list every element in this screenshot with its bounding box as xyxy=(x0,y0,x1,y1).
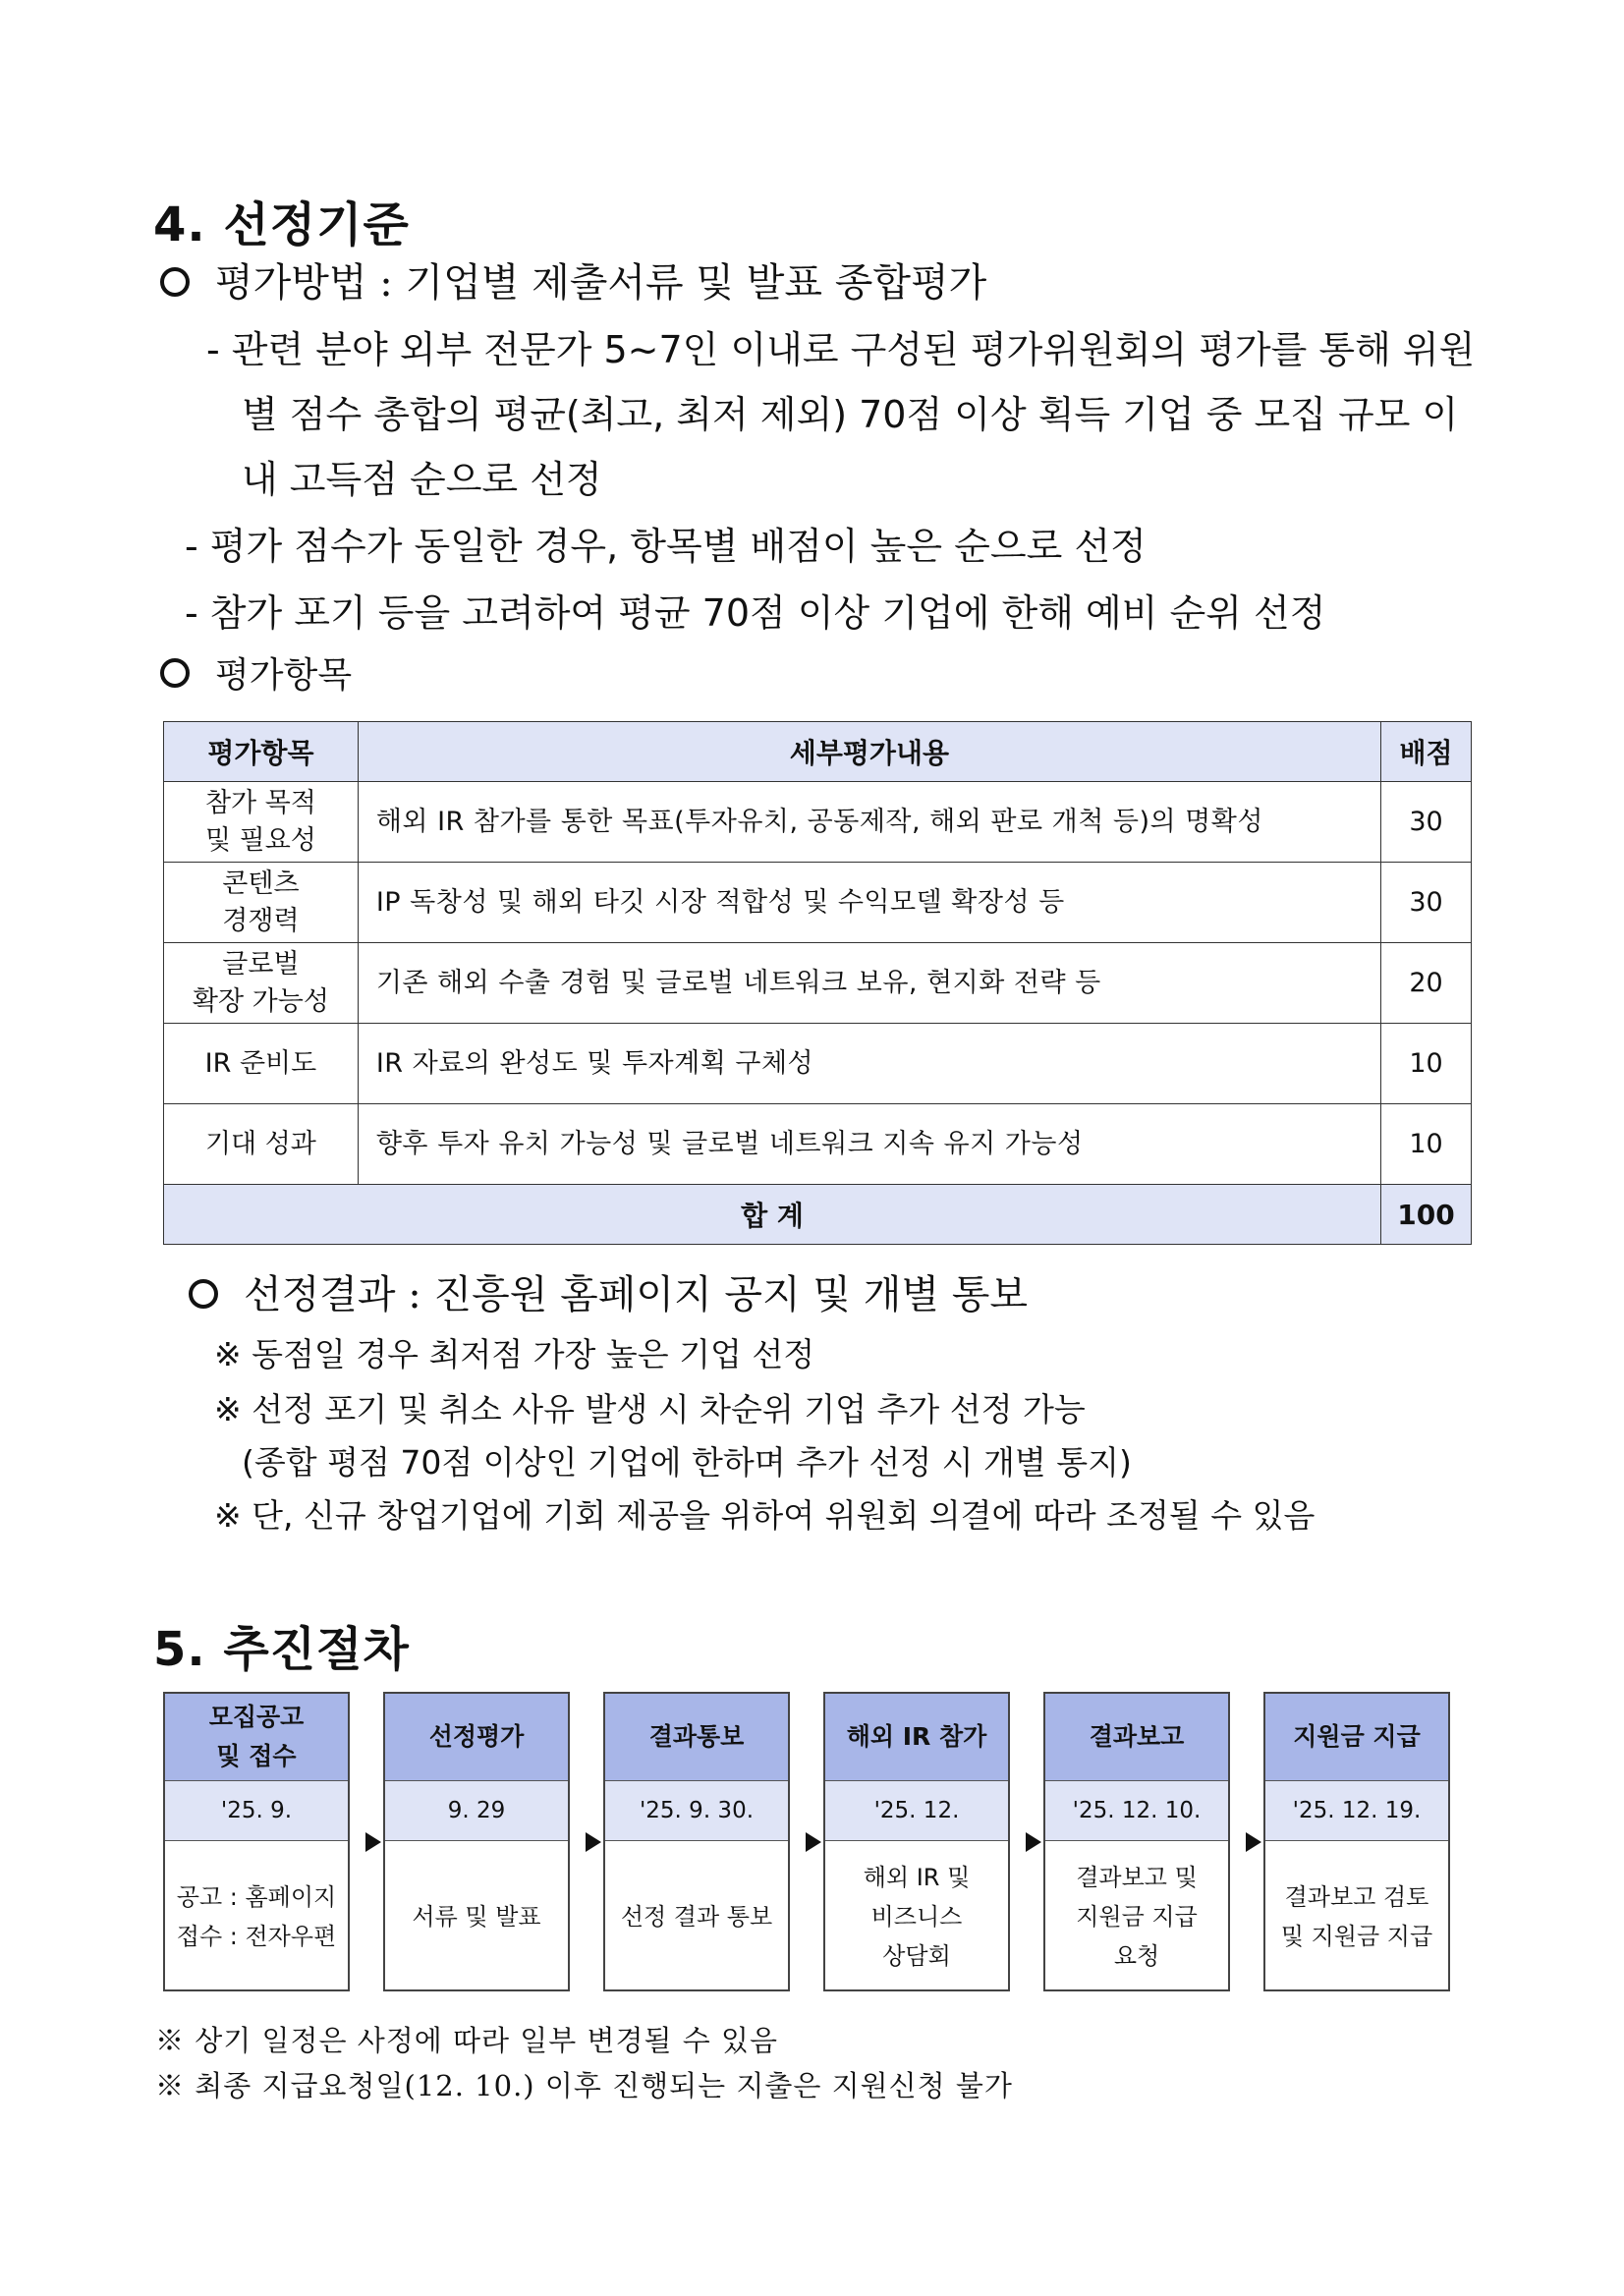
arrow-right-icon xyxy=(806,1832,821,1852)
arrow-right-icon xyxy=(1026,1832,1041,1852)
section5-title: 5. 추진절차 xyxy=(153,1622,410,1677)
process-step xyxy=(163,1692,350,1991)
circle-bullet-icon xyxy=(189,1279,218,1309)
step-date: 9. 29 xyxy=(385,1781,568,1841)
item-name: 참가 목적 및 필요성 xyxy=(164,782,359,863)
circle-bullet-icon xyxy=(160,267,190,297)
arrow-right-icon xyxy=(365,1832,381,1852)
items-heading-line xyxy=(160,648,352,703)
process-step xyxy=(823,1692,1010,1991)
process-step xyxy=(603,1692,790,1991)
step-name: 지원금 지급 xyxy=(1265,1694,1448,1781)
step-name: 결과통보 xyxy=(605,1694,788,1781)
step-desc: 서류 및 발표 xyxy=(412,1902,541,1931)
circle-bullet-icon xyxy=(160,658,190,688)
arrow-right-icon xyxy=(1246,1832,1261,1852)
item-detail: 향후 투자 유치 가능성 및 글로벌 네트워크 지속 유지 가능성 xyxy=(358,1104,1380,1185)
item-score: 10 xyxy=(1381,1024,1472,1104)
reserve-rule: - 참가 포기 등을 고려하여 평균 70점 이상 기업에 한해 예비 순위 선정 xyxy=(185,591,1326,635)
item-score: 20 xyxy=(1381,943,1472,1024)
step-desc: 결과보고 및 지원금 지급 요청 xyxy=(1076,1863,1198,1970)
item-name: 콘텐츠 경쟁력 xyxy=(164,863,359,943)
note-3: ※ 단, 신규 창업기업에 기회 제공을 위하여 위원회 의결에 따라 조정될 수 있음 xyxy=(214,1496,1316,1535)
footnote-1: ※ 상기 일정은 사정에 따라 일부 변경될 수 있음 xyxy=(155,2024,778,2057)
item-name: IR 준비도 xyxy=(164,1024,359,1104)
section4-title: 4. 선정기준 xyxy=(153,197,410,252)
header-detail: 세부평가내용 xyxy=(358,722,1380,782)
table-row xyxy=(164,1024,1472,1104)
header-item: 평가항목 xyxy=(164,722,359,782)
step-date: '25. 9. 30. xyxy=(605,1781,788,1841)
evaluation-table xyxy=(163,721,1472,1245)
note-2-sub: (종합 평점 70점 이상인 기업에 한하며 추가 선정 시 개별 통지) xyxy=(242,1443,1132,1482)
item-score: 10 xyxy=(1381,1104,1472,1185)
step-date: '25. 12. 10. xyxy=(1045,1781,1228,1841)
table-row xyxy=(164,782,1472,863)
evaluation-method-line xyxy=(160,255,986,310)
total-score: 100 xyxy=(1381,1185,1472,1245)
process-step xyxy=(383,1692,570,1991)
item-name: 글로벌 확장 가능성 xyxy=(164,943,359,1024)
item-score: 30 xyxy=(1381,863,1472,943)
method-detail-line-1: - 관련 분야 외부 전문가 5~7인 이내로 구성된 평가위원회의 평가를 통해 위원 xyxy=(206,328,1476,371)
step-desc: 공고 : 홈페이지 접수 : 전자우편 xyxy=(176,1882,337,1950)
note-2: ※ 선정 포기 및 취소 사유 발생 시 차순위 기업 추가 선정 가능 xyxy=(214,1390,1086,1428)
evaluation-method: 평가방법 : 기업별 제출서류 및 발표 종합평가 xyxy=(215,260,987,306)
footnote-2: ※ 최종 지급요청일(12. 10.) 이후 진행되는 지출은 지원신청 불가 xyxy=(155,2069,1013,2102)
arrow-right-icon xyxy=(586,1832,601,1852)
note-1: ※ 동점일 경우 최저점 가장 높은 기업 선정 xyxy=(214,1335,815,1373)
step-desc: 선정 결과 통보 xyxy=(620,1902,773,1931)
step-date: '25. 12. xyxy=(825,1781,1008,1841)
table-row xyxy=(164,943,1472,1024)
step-date: '25. 9. xyxy=(165,1781,348,1841)
header-score: 배점 xyxy=(1381,722,1472,782)
item-name: 기대 성과 xyxy=(164,1104,359,1185)
method-detail-line-3: 내 고득점 순으로 선정 xyxy=(242,458,602,501)
table-header-row xyxy=(164,722,1472,782)
step-desc: 해외 IR 및 비즈니스 상담회 xyxy=(863,1863,971,1970)
step-desc: 결과보고 검토 및 지원금 지급 xyxy=(1280,1882,1433,1950)
item-detail: IP 독창성 및 해외 타깃 시장 적합성 및 수익모델 확장성 등 xyxy=(358,863,1380,943)
process-step xyxy=(1043,1692,1230,1991)
step-date: '25. 12. 19. xyxy=(1265,1781,1448,1841)
table-total-row xyxy=(164,1185,1472,1245)
step-name: 모집공고 및 접수 xyxy=(165,1694,348,1781)
item-score: 30 xyxy=(1381,782,1472,863)
selection-result-line xyxy=(189,1267,1028,1322)
items-heading: 평가항목 xyxy=(215,655,353,696)
table-row xyxy=(164,863,1472,943)
tie-rule: - 평가 점수가 동일한 경우, 항목별 배점이 높은 순으로 선정 xyxy=(185,525,1147,568)
item-detail: 해외 IR 참가를 통한 목표(투자유치, 공동제작, 해외 판로 개척 등)의 명확성 xyxy=(358,782,1380,863)
total-label: 합 계 xyxy=(164,1185,1381,1245)
method-detail-line-2: 별 점수 총합의 평균(최고, 최저 제외) 70점 이상 획득 기업 중 모집 규모 이 xyxy=(242,393,1459,436)
step-name: 선정평가 xyxy=(385,1694,568,1781)
item-detail: 기존 해외 수출 경험 및 글로벌 네트워크 보유, 현지화 전략 등 xyxy=(358,943,1380,1024)
table-row xyxy=(164,1104,1472,1185)
process-step xyxy=(1263,1692,1450,1991)
step-name: 해외 IR 참가 xyxy=(825,1694,1008,1781)
step-name: 결과보고 xyxy=(1045,1694,1228,1781)
selection-result: 선정결과 : 진흥원 홈페이지 공지 및 개별 통보 xyxy=(244,1272,1028,1317)
item-detail: IR 자료의 완성도 및 투자계획 구체성 xyxy=(358,1024,1380,1104)
